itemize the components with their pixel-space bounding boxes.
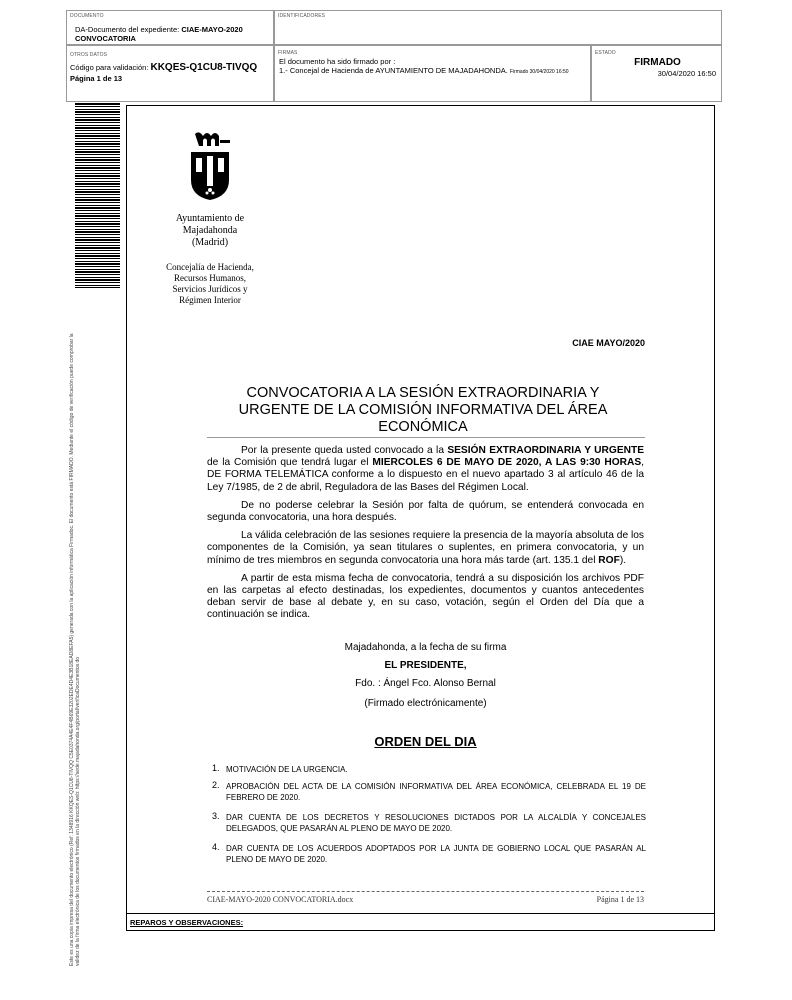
estado-fecha: 30/04/2020 16:50 xyxy=(657,69,716,78)
orden-item: 1. MOTIVACIÓN DE LA URGENCIA. xyxy=(212,763,348,774)
signature-note: (Firmado electrónicamente) xyxy=(364,698,487,709)
identificadores-box xyxy=(274,10,722,45)
barcode xyxy=(75,103,120,288)
codigo-validacion: Código para validación: KKQES-Q1CU8-TIVQQ xyxy=(70,62,258,73)
body-text xyxy=(207,445,644,622)
paragraph-1: Por la presente queda usted convocado a la SESIÓN EXTRAORDINARIA Y URGENTE de la Comisión que tendrá lugar el MIERCOLES 6 DE MAYO DE 2020, A LAS 9:30 HORAS, DE FORMA TELEMÁTICA conforme a lo dispuesto en el nuevo apartado 3 al artículo 46 de la Ley 7/1985, de 2 de abril, Reguladora de las Bases del Régimen Local. xyxy=(207,445,644,493)
estado-box xyxy=(591,45,722,102)
otros-datos-label: OTROS DATOS xyxy=(70,52,108,58)
orden-title: ORDEN DEL DIA xyxy=(374,734,477,749)
paragraph-2: De no poderse celebrar la Sesión por falta de quórum, se entenderá convocada en segunda convocatoria, una hora después. xyxy=(207,499,644,524)
orden-item: 2. APROBACIÓN DEL ACTA DE LA COMISIÓN INFORMATIVA DEL ÁREA ECONÓMICA, CELEBRADA EL 19 DE FEBRERO DE 2020. xyxy=(212,780,646,802)
pagina-label: Página 1 de 13 xyxy=(70,74,123,83)
otros-datos-box xyxy=(66,45,274,102)
orden-item: 4. DAR CUENTA DE LOS ACUERDOS ADOPTADOS POR LA JUNTA DE GOBIERNO LOCAL QUE PASARÁN AL PLENO DE MAYO DE 2020. xyxy=(212,842,646,864)
estado-value: FIRMADO xyxy=(634,57,681,68)
signature-block xyxy=(207,642,644,709)
documento-box xyxy=(66,10,274,45)
signature-name: Fdo. : Ángel Fco. Alonso Bernal xyxy=(355,678,496,689)
reparos-box xyxy=(126,913,715,931)
orden-item: 3. DAR CUENTA DE LOS DECRETOS Y RESOLUCIONES DICTADOS POR LA ALCALDÍA Y CONCEJALES DELEGADOS, QUE PASARÁN AL PLENO DE MAYO DE 2020. xyxy=(212,811,646,833)
reference-code: CIAE MAYO/2020 xyxy=(572,338,645,348)
estado-label: ESTADO xyxy=(595,50,616,56)
reparos-label: REPAROS Y OBSERVACIONES: xyxy=(130,918,244,927)
firmas-box xyxy=(274,45,591,102)
footer-filename: CIAE-MAYO-2020 CONVOCATORIA.docx xyxy=(207,895,354,904)
documento-info: DA-Documento del expediente: CIAE-MAYO-2020 CONVOCATORIA xyxy=(75,25,243,43)
documento-label: DOCUMENTO xyxy=(70,13,104,19)
title-rule xyxy=(207,437,645,438)
footer-page: Página 1 de 13 xyxy=(596,895,644,904)
document-title: CONVOCATORIA A LA SESIÓN EXTRAORDINARIA Y URGENTE DE LA COMISIÓN INFORMATIVA DEL ÁREA ECONÓMICA xyxy=(238,385,608,435)
department-name: Concejalía de Hacienda, Recursos Humanos, Servicios Jurídicos y Régimen Interior xyxy=(166,262,254,305)
firmante: 1.- Concejal de Hacienda de AYUNTAMIENTO DE MAJADAHONDA. Firmado 30/04/2020 16:50 xyxy=(279,66,569,75)
firmado-por: El documento ha sido firmado por : xyxy=(279,57,396,66)
entity-name: Ayuntamiento de Majadahonda (Madrid) xyxy=(175,213,245,248)
verification-sidebar-text: Este es una copia impresa del documento electrónico (Ref: 1348916 KKQES-Q1CU8-TIVQQ C5E0374A4E4F4B69E3202EDE4D4E3B18EAD8EFA5) generada con la aplicación informática Firmadoc. El documento está FIRMADO. Mediante el código de verificación puede comprobar la validez de la firma electrónica de los documentos firmados en la dirección web: https://sede.majadahonda.org/portal/verificaDocumentos.do xyxy=(69,333,81,966)
firmas-label: FIRMAS xyxy=(278,50,298,56)
paragraph-3: La válida celebración de las sesiones requiere la presencia de la mayoría absoluta de los componentes de la Comisión, ya sean titulares o suplentes, en primera convocatoria, y un mínimo de tres miembros en segunda convocatoria una hora más tarde (art. 135.1 del ROF). xyxy=(207,530,644,566)
paragraph-4: A partir de esta misma fecha de convocatoria, tendrá a su disposición los archivos PDF en las carpetas al efecto destinadas, los expedientes, documentos y cuantos antecedentes deban servir de base al debate y, en su caso, votación, según el Orden del Día que a continuación se indica. xyxy=(207,572,644,621)
signature-place: Majadahonda, a la fecha de su firma xyxy=(344,642,507,653)
identificadores-label: IDENTIFICADORES xyxy=(278,13,326,19)
coat-of-arms-logo xyxy=(187,130,233,202)
footer-rule xyxy=(207,891,644,892)
signature-role: EL PRESIDENTE, xyxy=(384,660,467,671)
